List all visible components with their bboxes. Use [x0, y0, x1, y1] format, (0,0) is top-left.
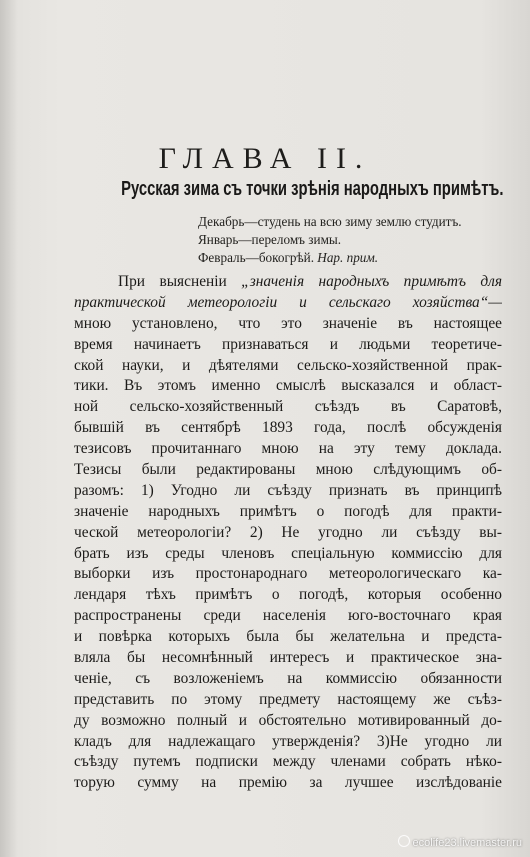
text-line-plain: Тезисы были редактированы мною слѣдующимъ об- — [74, 461, 502, 479]
text-line — [74, 272, 502, 293]
text-line-plain: распространены среди населенія юго-восточнаго края — [74, 607, 502, 625]
text-line — [74, 376, 502, 397]
text-line-plain: тики. Въ этомъ именно смыслѣ высказался и област- — [74, 377, 502, 395]
epigraph-source: Нар. прим. — [317, 250, 379, 265]
text-line — [74, 773, 502, 794]
text-line-plain: представить по этому предмету настоящему же съѣз- — [74, 690, 502, 708]
text-line — [74, 293, 502, 314]
text-line-plain: ченіе, съ возложеніемъ на коммиссію обязанности — [74, 669, 502, 687]
text-line-plain: мною установлено, что это значеніе въ настоящее — [74, 314, 502, 332]
text-line-plain: лендаря тѣхъ примѣтъ о погодѣ, которыя особенно — [74, 586, 502, 604]
epigraph — [198, 213, 462, 267]
text-line-plain: ской науки, и дѣятелями сельско-хозяйственной прак- — [74, 356, 502, 374]
text-line-plain: При выясненіи — [118, 273, 242, 290]
text-line-plain: и повѣрка которыхъ была бы желательна и предста- — [74, 628, 502, 646]
chapter-subtitle: Русская зима съ точки зрѣнія народныхъ примѣтъ. — [121, 178, 504, 200]
text-line — [74, 690, 502, 711]
text-line — [74, 502, 502, 523]
epigraph-line: Февраль—бокогрѣй. — [198, 250, 314, 265]
watermark-text: ecolife23.livemaster.ru — [412, 837, 522, 849]
text-line — [74, 481, 502, 502]
body-text — [74, 272, 502, 794]
text-line-plain: вляла бы несомнѣнный интересъ и практическое зна- — [74, 649, 502, 667]
text-line — [74, 627, 502, 648]
text-line-plain: съѣзду путемъ подписки между членами собрать нѣко- — [74, 753, 502, 771]
text-line-plain: значеніе народныхъ примѣтъ о погодѣ для практи- — [74, 502, 502, 520]
text-line — [74, 460, 502, 481]
text-line-italic: практической метеорологіи и сельскаго хозяйства“— — [74, 293, 502, 311]
text-line — [74, 314, 502, 335]
text-line — [74, 439, 502, 460]
text-line — [74, 606, 502, 627]
text-line-plain: тезисовъ прочитаннаго мною на эту тему доклада. — [74, 440, 502, 458]
text-line-plain: время начинаетъ признаваться и людьми теоретиче- — [74, 335, 502, 353]
text-line-plain: торую сумму на премію за лучшее изслѣдованіе — [74, 774, 502, 792]
text-line-plain: ной сельско-хозяйственный съѣздъ въ Саратовѣ, — [74, 398, 502, 416]
epigraph-line: Январь—переломъ зимы. — [198, 232, 342, 247]
chapter-title: ГЛАВА II. — [158, 142, 372, 175]
text-line — [74, 711, 502, 732]
text-line — [74, 669, 502, 690]
text-line — [74, 523, 502, 544]
text-line — [74, 335, 502, 356]
text-line — [74, 585, 502, 606]
text-line — [74, 397, 502, 418]
text-line-plain: бывшій въ сентябрѣ 1893 года, послѣ обсужденія — [74, 419, 502, 437]
text-line-plain: ческой метеорологіи? 2) Не угодно ли съѣзду вы- — [74, 523, 502, 541]
watermark-logo-icon — [398, 835, 410, 847]
epigraph-line: Декабрь—студень на всю зиму землю студитъ. — [198, 214, 462, 229]
text-line-plain: брать изъ среды членовъ спеціальную коммиссію для — [74, 544, 502, 562]
epigraph-line-with-source — [198, 249, 462, 267]
text-line-plain: кладъ для надлежащаго утвержденія? 3)Не угодно ли — [74, 732, 502, 750]
text-line — [74, 418, 502, 439]
text-line — [74, 564, 502, 585]
text-line — [74, 752, 502, 773]
text-line — [74, 648, 502, 669]
text-line-plain: ду возможно полный и обстоятельно мотивированный до- — [74, 711, 502, 729]
text-line — [74, 732, 502, 753]
text-line — [74, 544, 502, 565]
text-line-plain: разомъ: 1) Угодно ли съѣзду признать въ принципѣ — [74, 481, 502, 499]
watermark — [398, 835, 522, 849]
text-line — [74, 356, 502, 377]
text-line-italic: „значенія народныхъ примѣтъ для — [241, 273, 502, 290]
text-line-plain: выборки изъ простонароднаго метеорологическаго ка- — [74, 565, 502, 583]
